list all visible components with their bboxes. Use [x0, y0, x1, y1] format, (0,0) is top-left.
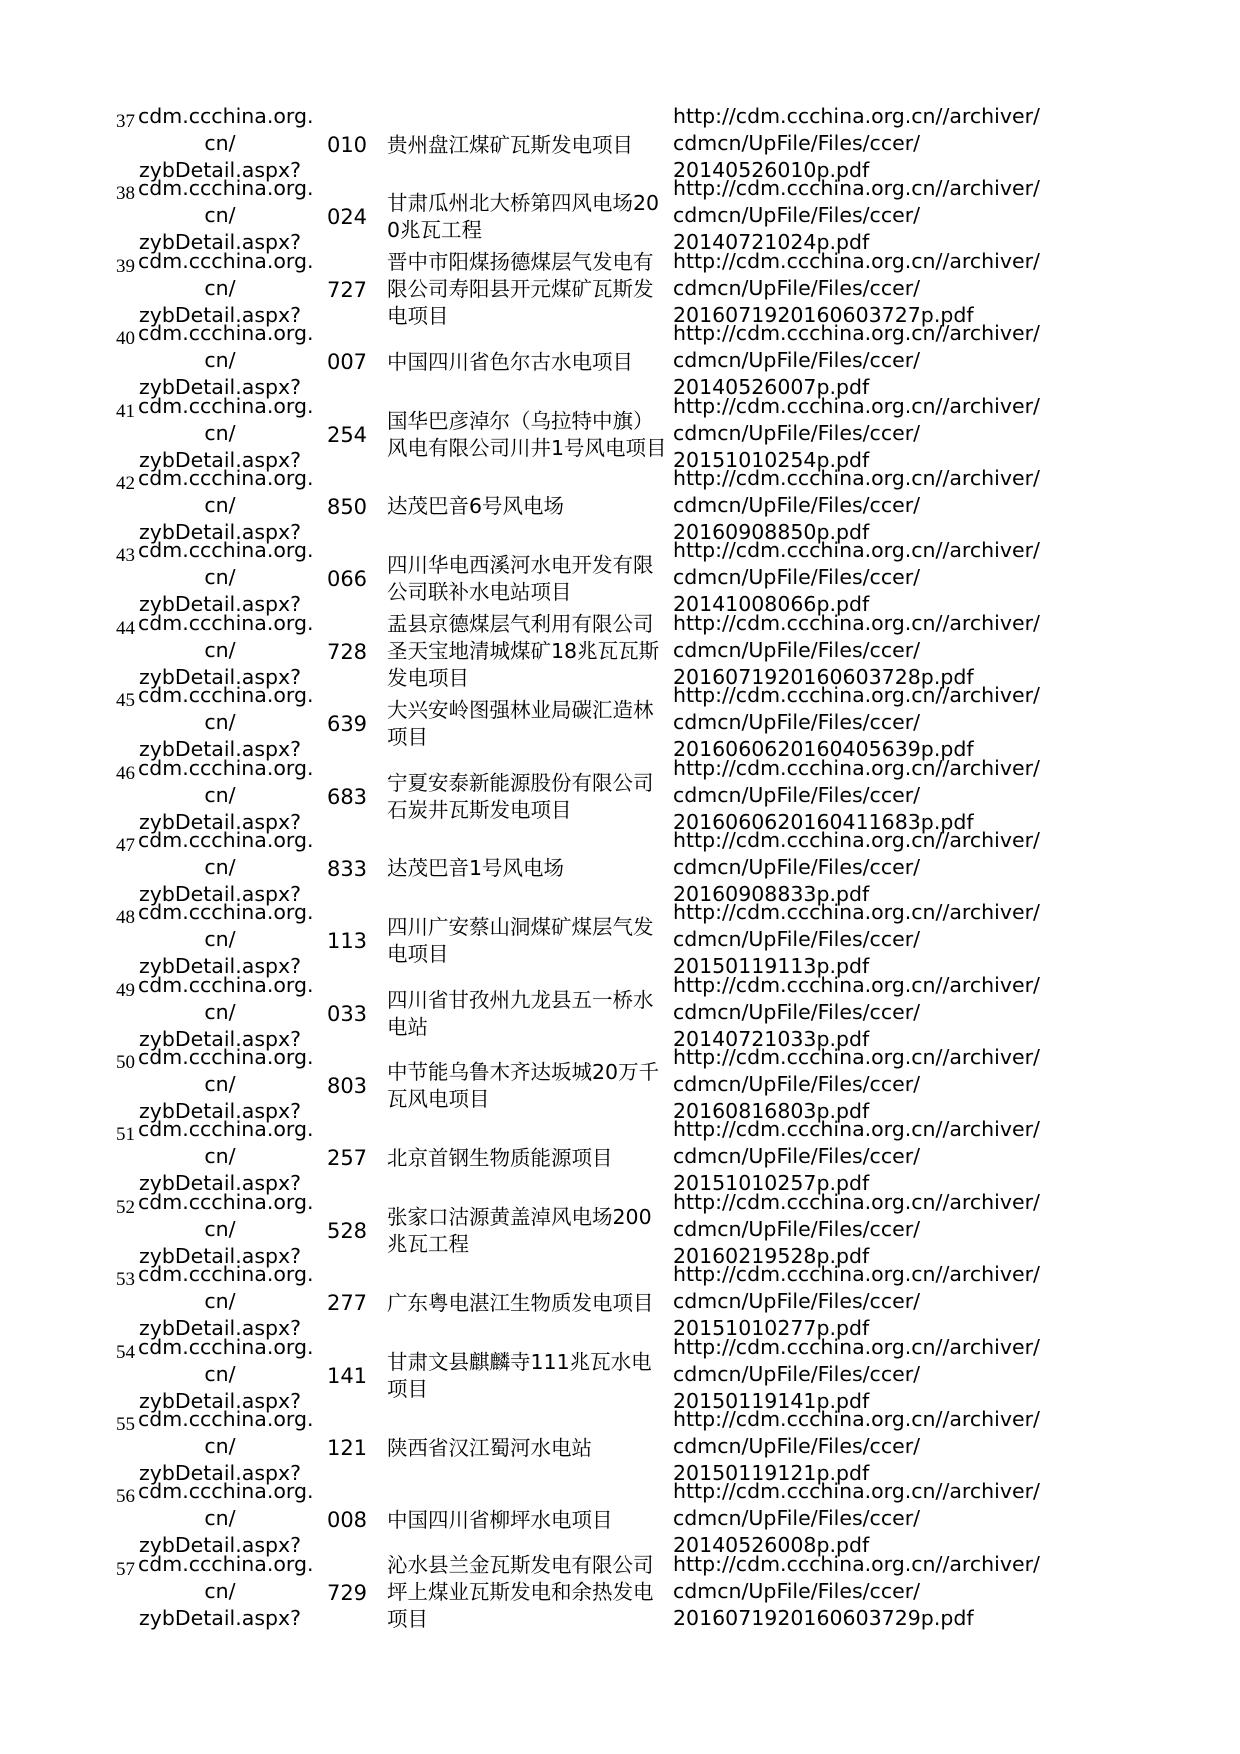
detail-link[interactable]: [138, 465, 314, 546]
pdf-url-line: http://cdm.ccchina.org.cn//archiver/: [673, 248, 1040, 273]
detail-link[interactable]: [138, 175, 314, 256]
project-code: [325, 1557, 369, 1629]
pdf-url-line: cdmcn/UpFile/Files/ccer/: [673, 710, 921, 735]
project-code-text: 639: [326, 712, 368, 737]
detail-link-line: cdm.ccchina.org.: [138, 827, 314, 852]
table-row: [110, 393, 1060, 472]
project-name-text: 甘肃瓜州北大桥第四风电场200兆瓦工程: [387, 191, 660, 243]
project-name: [387, 1553, 667, 1632]
pdf-url-line: 20150119141p.pdf: [673, 1388, 870, 1413]
detail-link-line: cn/: [204, 565, 236, 590]
project-code-text: 008: [326, 1508, 368, 1533]
pdf-url-link[interactable]: [673, 1044, 1063, 1125]
detail-link-line: zybDetail.aspx?: [138, 1243, 302, 1268]
detail-link-line: zybDetail.aspx?: [138, 230, 302, 255]
detail-link-line: cn/: [204, 1072, 236, 1097]
pdf-url-link[interactable]: [673, 1116, 1063, 1197]
pdf-url-line: http://cdm.ccchina.org.cn//archiver/: [673, 755, 1040, 780]
detail-link-line: cn/: [204, 275, 236, 300]
project-name-text: 中节能乌鲁木齐达坂城20万千瓦风电项目: [387, 1060, 660, 1112]
detail-link-line: cn/: [204, 1578, 236, 1603]
detail-link-line: zybDetail.aspx?: [138, 1026, 302, 1051]
detail-link-line: cdm.ccchina.org.: [138, 104, 314, 128]
project-name-text: 甘肃文县麒麟寺111兆瓦水电项目: [387, 1349, 652, 1401]
pdf-url-line: 20160908850p.pdf: [673, 519, 870, 544]
detail-link-line: zybDetail.aspx?: [138, 881, 302, 906]
project-name-text: 大兴安岭图强林业局碳汇造林项目: [387, 698, 654, 750]
table-row: [110, 1551, 1060, 1632]
project-name: [387, 1122, 667, 1194]
detail-link-line: zybDetail.aspx?: [138, 664, 302, 689]
pdf-url-line: http://cdm.ccchina.org.cn//archiver/: [673, 1479, 1040, 1504]
project-code-text: 033: [326, 1001, 368, 1026]
row-number: 42: [116, 472, 135, 494]
project-code-text: 683: [326, 784, 368, 809]
pdf-url-link[interactable]: [673, 1478, 1063, 1559]
pdf-url-line: 20160908833p.pdf: [673, 881, 870, 906]
detail-link-line: zybDetail.aspx?: [138, 1461, 302, 1486]
pdf-url-link[interactable]: [673, 1261, 1063, 1342]
project-name: [387, 688, 667, 760]
project-code: [325, 326, 369, 398]
project-code-text: 833: [326, 856, 368, 881]
pdf-url-link[interactable]: [673, 1189, 1063, 1270]
project-code-text: 257: [326, 1146, 368, 1171]
detail-link-line: cdm.ccchina.org.: [138, 1262, 314, 1287]
pdf-url-line: 2016071920160603728p.pdf: [673, 664, 974, 689]
detail-link-line: zybDetail.aspx?: [138, 737, 302, 762]
project-code: [325, 1412, 369, 1484]
pdf-url-line: http://cdm.ccchina.org.cn//archiver/: [673, 538, 1040, 563]
row-number: 54: [116, 1341, 135, 1363]
row-number: 37: [116, 111, 135, 132]
row-number: 41: [116, 400, 135, 422]
pdf-url-line: cdmcn/UpFile/Files/ccer/: [673, 420, 921, 445]
project-code-text: 010: [326, 133, 368, 157]
project-code-text: 803: [326, 1074, 368, 1099]
project-name: [387, 978, 667, 1050]
row-number: 46: [116, 762, 135, 784]
project-name-text: 盂县京德煤层气利用有限公司圣天宝地清城煤矿18兆瓦瓦斯发电项目: [387, 612, 660, 691]
detail-link[interactable]: [138, 1478, 314, 1559]
project-code: [325, 471, 369, 543]
detail-link-line: zybDetail.aspx?: [138, 302, 302, 327]
pdf-url-line: cdmcn/UpFile/Files/ccer/: [673, 1216, 921, 1241]
project-name: [387, 833, 667, 905]
detail-link-line: cdm.ccchina.org.: [138, 465, 314, 490]
project-name: [387, 612, 667, 691]
pdf-url-line: cdmcn/UpFile/Files/ccer/: [673, 1144, 921, 1169]
pdf-url-line: 2016060620160405639p.pdf: [673, 737, 974, 762]
pdf-url-link[interactable]: [673, 537, 1063, 618]
detail-link-line: cn/: [204, 492, 236, 517]
detail-link-line: cn/: [204, 420, 236, 445]
detail-link-line: zybDetail.aspx?: [138, 1605, 302, 1630]
pdf-url-line: 2016060620160411683p.pdf: [673, 809, 974, 834]
table-row: [110, 1189, 1060, 1268]
project-name-text: 张家口沽源黄盖淖风电场200兆瓦工程: [387, 1204, 652, 1256]
pdf-url-line: http://cdm.ccchina.org.cn//archiver/: [673, 900, 1040, 925]
pdf-url-link[interactable]: [673, 682, 1063, 763]
project-name: [387, 761, 667, 833]
detail-link-line: cdm.ccchina.org.: [138, 176, 314, 201]
row-number: 45: [116, 690, 135, 712]
detail-link[interactable]: [138, 320, 314, 401]
detail-link-line: zybDetail.aspx?: [138, 1099, 302, 1124]
project-name-text: 北京首钢生物质能源项目: [387, 1145, 613, 1170]
project-name-text: 贵州盘江煤矿瓦斯发电项目: [387, 132, 633, 157]
pdf-url-line: 20150119113p.pdf: [673, 954, 870, 979]
pdf-url-link[interactable]: [673, 827, 1063, 908]
pdf-url-link[interactable]: [673, 899, 1063, 980]
pdf-url-line: cdmcn/UpFile/Files/ccer/: [673, 637, 921, 662]
project-name-text: 沁水县兰金瓦斯发电有限公司坪上煤业瓦斯发电和余热发电项目: [387, 1553, 654, 1632]
row-number: 47: [116, 834, 135, 856]
detail-link[interactable]: [138, 899, 314, 980]
detail-link-line: cdm.ccchina.org.: [138, 1334, 314, 1359]
pdf-url-line: http://cdm.ccchina.org.cn//archiver/: [673, 465, 1040, 490]
pdf-url-line: http://cdm.ccchina.org.cn//archiver/: [673, 321, 1040, 346]
project-code-text: 528: [326, 1218, 368, 1243]
detail-link-line: cn/: [204, 854, 236, 879]
project-name-text: 四川广安蔡山洞煤矿煤层气发电项目: [387, 915, 654, 967]
pdf-url-link[interactable]: [673, 103, 1063, 184]
pdf-url-line: cdmcn/UpFile/Files/ccer/: [673, 927, 921, 952]
pdf-url-line: 20160219528p.pdf: [673, 1243, 870, 1268]
table-row: [110, 610, 1060, 691]
pdf-url-line: cdmcn/UpFile/Files/ccer/: [673, 565, 921, 590]
table-row: [110, 176, 1060, 255]
pdf-url-link[interactable]: [673, 393, 1063, 474]
detail-link-line: cdm.ccchina.org.: [138, 321, 314, 346]
project-code: [325, 181, 369, 253]
detail-link-line: cn/: [204, 1361, 236, 1386]
project-code: [325, 761, 369, 833]
detail-link-line: zybDetail.aspx?: [138, 954, 302, 979]
detail-link-line: cn/: [204, 710, 236, 735]
detail-link-line: cdm.ccchina.org.: [138, 755, 314, 780]
detail-link-line: zybDetail.aspx?: [138, 158, 302, 182]
project-name: [387, 1484, 667, 1556]
row-number: 40: [116, 328, 135, 350]
project-name: [387, 905, 667, 977]
detail-link[interactable]: [138, 103, 314, 184]
project-code: [325, 688, 369, 760]
detail-link-line: zybDetail.aspx?: [138, 1533, 302, 1558]
row-number: 39: [116, 255, 135, 277]
detail-link-line: zybDetail.aspx?: [138, 592, 302, 617]
detail-link-line: cn/: [204, 348, 236, 373]
detail-link-line: cn/: [204, 1289, 236, 1314]
pdf-url-line: 20140721033p.pdf: [673, 1026, 870, 1051]
table-row: [110, 1479, 1060, 1558]
pdf-url-line: 2016071920160603729p.pdf: [673, 1605, 974, 1630]
pdf-url-link[interactable]: [673, 972, 1063, 1053]
pdf-url-line: cdmcn/UpFile/Files/ccer/: [673, 782, 921, 807]
table-row: [110, 755, 1060, 834]
project-name: [387, 543, 667, 615]
pdf-url-line: 20151010257p.pdf: [673, 1171, 870, 1196]
pdf-url-line: http://cdm.ccchina.org.cn//archiver/: [673, 1407, 1040, 1432]
pdf-url-line: cdmcn/UpFile/Files/ccer/: [673, 1361, 921, 1386]
project-name-text: 陕西省汉江蜀河水电站: [387, 1435, 592, 1460]
pdf-url-line: http://cdm.ccchina.org.cn//archiver/: [673, 393, 1040, 418]
project-name: [387, 1195, 667, 1267]
project-code-text: 113: [326, 929, 368, 954]
table-row: [110, 900, 1060, 979]
project-code: [325, 1195, 369, 1267]
detail-link-line: cn/: [204, 1506, 236, 1531]
table-row: [110, 1407, 1060, 1486]
pdf-url-line: 20140526010p.pdf: [673, 158, 870, 182]
detail-link-line: cn/: [204, 1144, 236, 1169]
pdf-url-line: http://cdm.ccchina.org.cn//archiver/: [673, 104, 1040, 128]
project-code: [325, 1340, 369, 1412]
detail-link[interactable]: [138, 1044, 314, 1125]
pdf-url-line: 20150119121p.pdf: [673, 1461, 870, 1486]
pdf-url-line: http://cdm.ccchina.org.cn//archiver/: [673, 1551, 1040, 1576]
row-number: 56: [116, 1486, 135, 1508]
pdf-url-line: 20140526007p.pdf: [673, 375, 870, 400]
project-name: [387, 1267, 667, 1339]
table-row: [110, 538, 1060, 617]
pdf-url-link[interactable]: [673, 465, 1063, 546]
row-number: 55: [116, 1414, 135, 1436]
project-code-text: 141: [326, 1363, 368, 1388]
detail-link-line: cdm.ccchina.org.: [138, 683, 314, 708]
project-code: [325, 399, 369, 471]
pdf-url-line: 2016071920160603727p.pdf: [673, 302, 974, 327]
pdf-url-link[interactable]: [673, 175, 1063, 256]
project-name-text: 中国四川省柳坪水电项目: [387, 1507, 613, 1532]
pdf-url-line: 20151010277p.pdf: [673, 1316, 870, 1341]
detail-link-line: cdm.ccchina.org.: [138, 610, 314, 635]
table-row: [110, 683, 1060, 762]
project-code: [325, 254, 369, 326]
project-records-table: [110, 104, 1060, 1632]
pdf-url-line: cdmcn/UpFile/Files/ccer/: [673, 1072, 921, 1097]
detail-link-line: cdm.ccchina.org.: [138, 972, 314, 997]
pdf-url-line: http://cdm.ccchina.org.cn//archiver/: [673, 1262, 1040, 1287]
detail-link-line: cdm.ccchina.org.: [138, 1117, 314, 1142]
project-code-text: 277: [326, 1291, 368, 1316]
pdf-url-link[interactable]: [673, 755, 1063, 836]
detail-link-line: zybDetail.aspx?: [138, 1171, 302, 1196]
pdf-url-line: http://cdm.ccchina.org.cn//archiver/: [673, 1189, 1040, 1214]
table-row: [110, 1334, 1060, 1413]
project-name-text: 四川华电西溪河水电开发有限公司联补水电站项目: [387, 553, 654, 605]
table-row: [110, 972, 1060, 1051]
project-name: [387, 326, 667, 398]
project-code: [325, 1122, 369, 1194]
detail-link-line: cn/: [204, 637, 236, 662]
row-number: 38: [116, 183, 135, 205]
detail-link[interactable]: [138, 1551, 314, 1632]
project-name: [387, 399, 667, 471]
detail-link[interactable]: [138, 682, 314, 763]
detail-link-line: cdm.ccchina.org.: [138, 538, 314, 563]
pdf-url-line: http://cdm.ccchina.org.cn//archiver/: [673, 1117, 1040, 1142]
pdf-url-link[interactable]: [673, 610, 1063, 691]
detail-link-line: cn/: [204, 131, 236, 155]
detail-link[interactable]: [138, 1261, 314, 1342]
pdf-url-line: cdmcn/UpFile/Files/ccer/: [673, 1506, 921, 1531]
detail-link[interactable]: [138, 537, 314, 618]
pdf-url-line: http://cdm.ccchina.org.cn//archiver/: [673, 1334, 1040, 1359]
table-row: [110, 1045, 1060, 1124]
project-code-text: 254: [326, 422, 368, 447]
project-code-text: 727: [326, 277, 368, 302]
detail-link[interactable]: [138, 972, 314, 1053]
pdf-url-line: http://cdm.ccchina.org.cn//archiver/: [673, 683, 1040, 708]
project-code-text: 066: [326, 567, 368, 592]
detail-link[interactable]: [138, 248, 314, 329]
row-number: 49: [116, 979, 135, 1001]
project-code: [325, 1267, 369, 1339]
detail-link-line: cn/: [204, 1216, 236, 1241]
project-code-text: 121: [326, 1436, 368, 1461]
project-name-text: 中国四川省色尔古水电项目: [387, 349, 633, 374]
row-number: 50: [116, 1052, 135, 1074]
pdf-url-line: cdmcn/UpFile/Files/ccer/: [673, 1289, 921, 1314]
project-name: [387, 1412, 667, 1484]
detail-link-line: cdm.ccchina.org.: [138, 393, 314, 418]
detail-link[interactable]: [138, 1406, 314, 1487]
detail-link-line: zybDetail.aspx?: [138, 447, 302, 472]
project-code: [325, 1484, 369, 1556]
project-code: [325, 905, 369, 977]
pdf-url-line: http://cdm.ccchina.org.cn//archiver/: [673, 827, 1040, 852]
detail-link-line: zybDetail.aspx?: [138, 1316, 302, 1341]
table-row: [110, 321, 1060, 400]
project-code: [325, 109, 369, 181]
pdf-url-line: http://cdm.ccchina.org.cn//archiver/: [673, 610, 1040, 635]
detail-link-line: cdm.ccchina.org.: [138, 900, 314, 925]
pdf-url-line: 20140721024p.pdf: [673, 230, 870, 255]
detail-link-line: cdm.ccchina.org.: [138, 1479, 314, 1504]
detail-link-line: zybDetail.aspx?: [138, 1388, 302, 1413]
detail-link[interactable]: [138, 1189, 314, 1270]
detail-link-line: cdm.ccchina.org.: [138, 1407, 314, 1432]
project-name: [387, 109, 667, 181]
detail-link[interactable]: [138, 755, 314, 836]
pdf-url-line: cdmcn/UpFile/Files/ccer/: [673, 1434, 921, 1459]
project-code-text: 024: [326, 205, 368, 230]
detail-link[interactable]: [138, 1334, 314, 1415]
table-row: [110, 248, 1060, 329]
project-name-text: 达茂巴音6号风电场: [387, 494, 565, 519]
row-number: 52: [116, 1196, 135, 1218]
project-code: [325, 543, 369, 615]
project-code: [325, 978, 369, 1050]
detail-link-line: cdm.ccchina.org.: [138, 1189, 314, 1214]
project-name-text: 广东粤电湛江生物质发电项目: [387, 1290, 654, 1315]
detail-link-line: cn/: [204, 927, 236, 952]
project-name: [387, 471, 667, 543]
table-row: [110, 1117, 1060, 1196]
project-name-text: 国华巴彦淖尔（乌拉特中旗）风电有限公司川井1号风电项目: [387, 408, 667, 460]
row-number: 53: [116, 1269, 135, 1291]
detail-link-line: cn/: [204, 999, 236, 1024]
pdf-url-line: cdmcn/UpFile/Files/ccer/: [673, 131, 921, 155]
detail-link-line: cn/: [204, 782, 236, 807]
detail-link[interactable]: [138, 827, 314, 908]
project-name: [387, 1050, 667, 1122]
project-code-text: 728: [326, 639, 368, 664]
pdf-url-line: cdmcn/UpFile/Files/ccer/: [673, 348, 921, 373]
project-name-text: 宁夏安泰新能源股份有限公司石炭井瓦斯发电项目: [387, 770, 654, 822]
table-row: [110, 104, 1060, 182]
pdf-url-line: cdmcn/UpFile/Files/ccer/: [673, 1578, 921, 1603]
detail-link[interactable]: [138, 610, 314, 691]
table-row: [110, 1262, 1060, 1341]
project-name: [387, 1340, 667, 1412]
project-code-text: 007: [326, 350, 368, 375]
project-name-text: 达茂巴音1号风电场: [387, 856, 565, 881]
pdf-url-line: cdmcn/UpFile/Files/ccer/: [673, 203, 921, 228]
project-name-text: 四川省甘孜州九龙县五一桥水电站: [387, 987, 654, 1039]
table-row: [110, 465, 1060, 544]
row-number: 51: [116, 1124, 135, 1146]
pdf-url-line: 20160816803p.pdf: [673, 1099, 870, 1124]
row-number: 44: [116, 617, 135, 639]
detail-link-line: cdm.ccchina.org.: [138, 1045, 314, 1070]
pdf-url-line: 20141008066p.pdf: [673, 592, 870, 617]
pdf-url-line: http://cdm.ccchina.org.cn//archiver/: [673, 176, 1040, 201]
project-code: [325, 833, 369, 905]
detail-link-line: cdm.ccchina.org.: [138, 248, 314, 273]
pdf-url-link[interactable]: [673, 1406, 1063, 1487]
pdf-url-link[interactable]: [673, 1551, 1063, 1632]
detail-link-line: zybDetail.aspx?: [138, 375, 302, 400]
pdf-url-line: cdmcn/UpFile/Files/ccer/: [673, 275, 921, 300]
project-name-text: 晋中市阳煤扬德煤层气发电有限公司寿阳县开元煤矿瓦斯发电项目: [387, 250, 654, 329]
project-code: [325, 1050, 369, 1122]
pdf-url-line: 20151010254p.pdf: [673, 447, 870, 472]
pdf-url-line: http://cdm.ccchina.org.cn//archiver/: [673, 972, 1040, 997]
row-number: 57: [116, 1558, 135, 1580]
project-code-text: 729: [326, 1580, 368, 1605]
pdf-url-link[interactable]: [673, 248, 1063, 329]
pdf-url-line: cdmcn/UpFile/Files/ccer/: [673, 492, 921, 517]
row-number: 48: [116, 907, 135, 929]
pdf-url-line: http://cdm.ccchina.org.cn//archiver/: [673, 1045, 1040, 1070]
project-code: [325, 616, 369, 688]
pdf-url-line: cdmcn/UpFile/Files/ccer/: [673, 854, 921, 879]
pdf-url-line: 20140526008p.pdf: [673, 1533, 870, 1558]
detail-link-line: cn/: [204, 203, 236, 228]
pdf-url-line: cdmcn/UpFile/Files/ccer/: [673, 999, 921, 1024]
detail-link-line: cdm.ccchina.org.: [138, 1551, 314, 1576]
detail-link-line: zybDetail.aspx?: [138, 809, 302, 834]
detail-link[interactable]: [138, 1116, 314, 1197]
detail-link-line: cn/: [204, 1434, 236, 1459]
detail-link-line: zybDetail.aspx?: [138, 519, 302, 544]
row-number: 43: [116, 545, 135, 567]
project-name: [387, 250, 667, 329]
project-code-text: 850: [326, 494, 368, 519]
table-row: [110, 827, 1060, 906]
project-name: [387, 181, 667, 253]
pdf-url-link[interactable]: [673, 1334, 1063, 1415]
pdf-url-link[interactable]: [673, 320, 1063, 401]
detail-link[interactable]: [138, 393, 314, 474]
